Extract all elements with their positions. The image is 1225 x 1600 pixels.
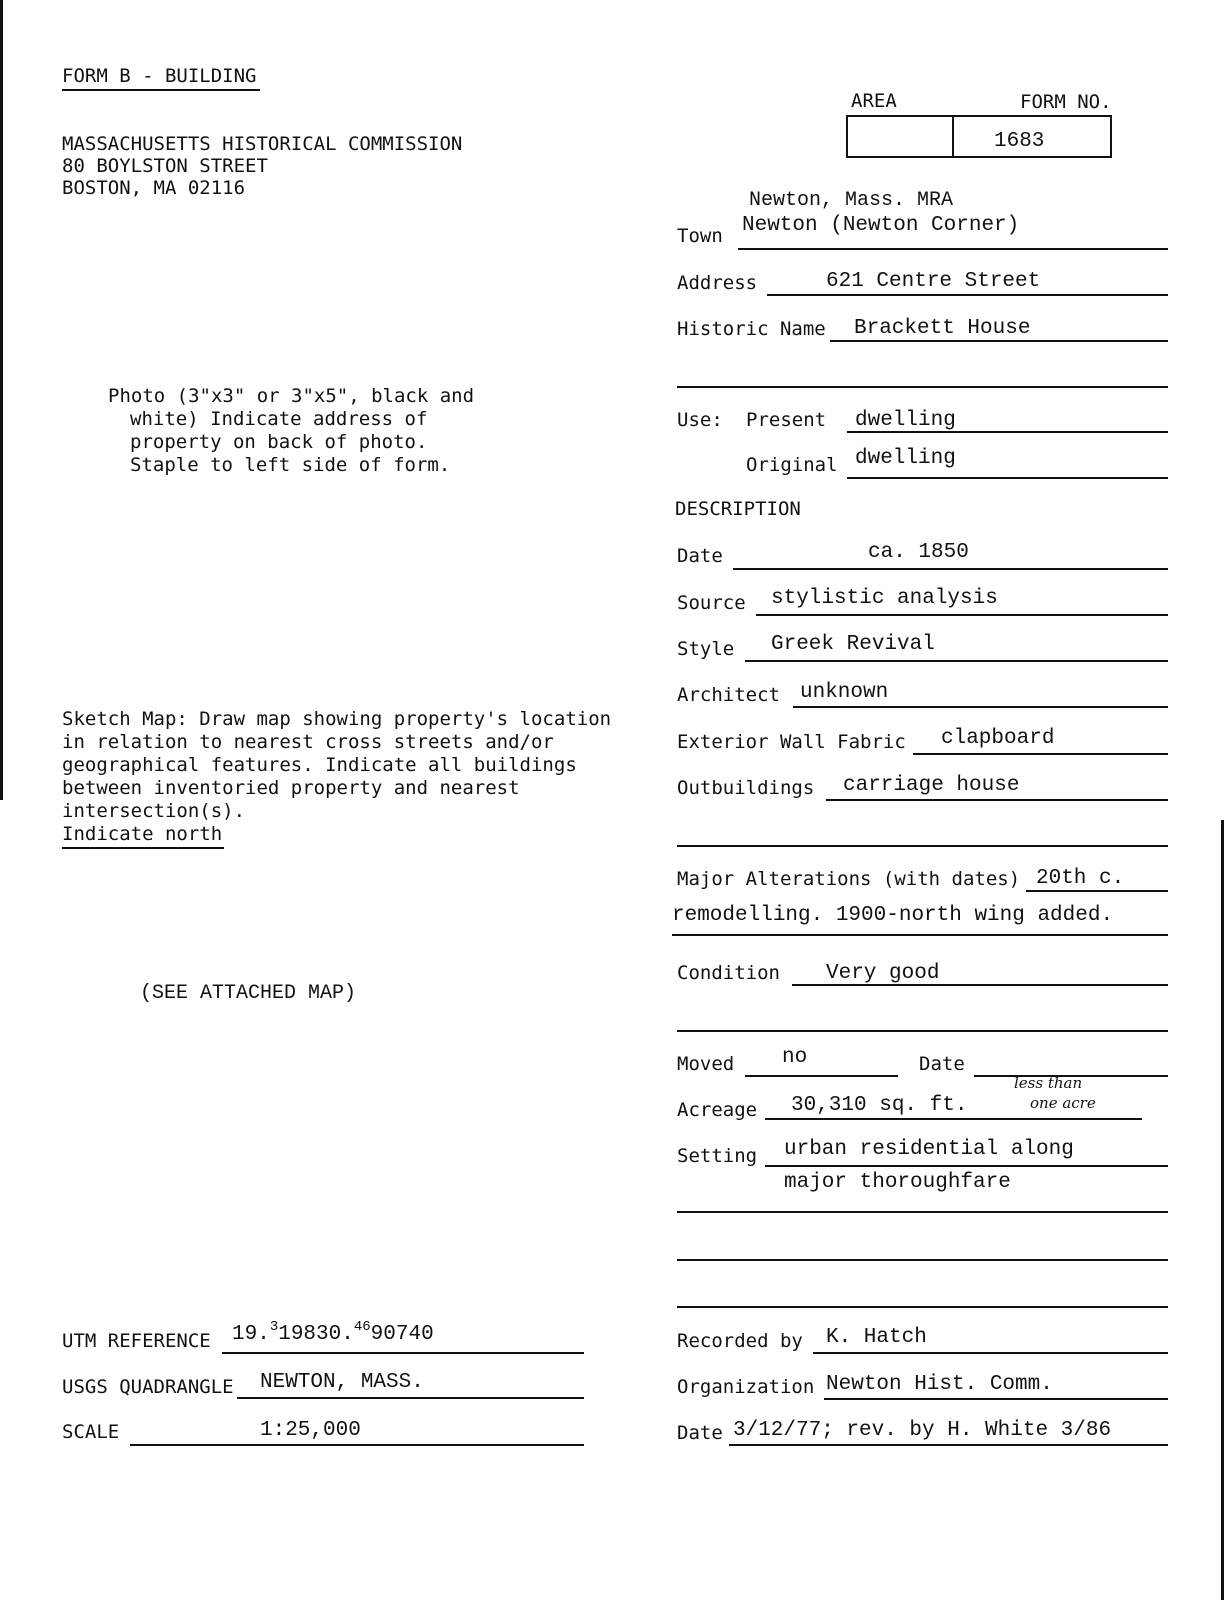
historic-name-underline xyxy=(830,340,1168,342)
moved-value[interactable]: no xyxy=(782,1046,808,1069)
record-date-label: Date xyxy=(677,1422,723,1444)
form-title-underline xyxy=(62,89,260,91)
date-underline xyxy=(733,568,1168,570)
outbuildings-value[interactable]: carriage house xyxy=(843,774,1020,797)
utm-underline xyxy=(222,1352,584,1354)
scale-label: SCALE xyxy=(62,1421,120,1443)
organization-label: Organization xyxy=(677,1376,815,1398)
sketch-instruction-line2: in relation to nearest cross streets and/or xyxy=(62,731,554,753)
acreage-value[interactable]: 30,310 sq. ft. xyxy=(791,1094,968,1117)
recorded-by-underline xyxy=(813,1352,1168,1354)
alterations-underline2 xyxy=(672,934,1168,936)
source-value[interactable]: stylistic analysis xyxy=(771,587,998,610)
address-value[interactable]: 621 Centre Street xyxy=(826,270,1041,293)
agency-street: 80 BOYLSTON STREET xyxy=(62,155,268,177)
wall-fabric-underline xyxy=(913,753,1168,755)
form-no-label: FORM NO. xyxy=(1020,91,1112,113)
historic-name-label: Historic Name xyxy=(677,318,826,340)
wall-fabric-label: Exterior Wall Fabric xyxy=(677,731,906,753)
town-underline xyxy=(738,248,1168,250)
record-date-value[interactable]: 3/12/77; rev. by H. White 3/86 xyxy=(733,1419,1112,1442)
acreage-note-line1: less than xyxy=(1014,1074,1083,1092)
source-label: Source xyxy=(677,592,746,614)
scan-edge-right xyxy=(1221,820,1224,1600)
description-heading: DESCRIPTION xyxy=(675,498,801,520)
organization-underline xyxy=(824,1398,1168,1400)
condition-blank-line xyxy=(677,1030,1168,1032)
setting-blank-line3 xyxy=(677,1306,1168,1308)
photo-instruction-line2: white) Indicate address of xyxy=(130,408,428,430)
setting-underline xyxy=(765,1165,1168,1167)
photo-instruction-line1: Photo (3"x3" or 3"x5", black and xyxy=(108,385,475,407)
utm-value[interactable]: 19.$^3$19830.4690740 xyxy=(232,1319,434,1346)
setting-value-line1[interactable]: urban residential along xyxy=(784,1138,1074,1161)
present-use-label: Present xyxy=(746,409,827,431)
moved-underline xyxy=(745,1075,898,1077)
historic-name-blank-line xyxy=(677,386,1168,388)
original-use-label: Original xyxy=(746,454,838,476)
present-use-value[interactable]: dwelling xyxy=(855,409,956,432)
condition-value[interactable]: Very good xyxy=(826,962,940,985)
sketch-instruction-line6: Indicate north xyxy=(62,823,223,845)
recorded-by-label: Recorded by xyxy=(677,1330,803,1352)
usgs-underline xyxy=(237,1397,584,1399)
record-date-underline xyxy=(729,1444,1168,1446)
recorded-by-value[interactable]: K. Hatch xyxy=(826,1326,927,1349)
setting-blank-line1 xyxy=(677,1211,1168,1213)
outbuildings-blank-line xyxy=(677,845,1168,847)
id-box-divider xyxy=(952,115,954,156)
scan-edge-left xyxy=(0,0,3,800)
style-label: Style xyxy=(677,638,735,660)
moved-label: Moved xyxy=(677,1053,735,1075)
town-label: Town xyxy=(677,225,723,247)
indicate-north-underline xyxy=(62,847,224,849)
historic-name-value[interactable]: Brackett House xyxy=(854,317,1031,340)
date-value[interactable]: ca. 1850 xyxy=(868,541,969,564)
condition-label: Condition xyxy=(677,962,780,984)
id-box xyxy=(846,115,1112,158)
alterations-value-line2[interactable]: remodelling. 1900-north wing added. xyxy=(672,904,1114,927)
present-use-underline xyxy=(847,431,1168,433)
condition-underline xyxy=(792,984,1168,986)
sketch-instruction-line4: between inventoried property and nearest xyxy=(62,777,520,799)
source-underline xyxy=(756,614,1168,616)
architect-value[interactable]: unknown xyxy=(800,681,889,704)
setting-blank-line2 xyxy=(677,1259,1168,1261)
photo-instruction-line3: property on back of photo. xyxy=(130,431,428,453)
sketch-instruction-line5: intersection(s). xyxy=(62,800,246,822)
architect-label: Architect xyxy=(677,684,780,706)
setting-value-line2[interactable]: major thoroughfare xyxy=(784,1171,1011,1194)
acreage-note-line2: one acre xyxy=(1030,1094,1096,1112)
scale-underline xyxy=(130,1444,584,1446)
wall-fabric-value[interactable]: clapboard xyxy=(941,727,1055,750)
outbuildings-label: Outbuildings xyxy=(677,777,815,799)
photo-instruction-line4: Staple to left side of form. xyxy=(130,454,451,476)
use-label: Use: xyxy=(677,409,723,431)
style-value[interactable]: Greek Revival xyxy=(771,633,935,656)
acreage-underline xyxy=(765,1118,1142,1120)
see-attached-map: (SEE ATTACHED MAP) xyxy=(140,982,357,1005)
area-label: AREA xyxy=(851,90,897,112)
organization-value[interactable]: Newton Hist. Comm. xyxy=(826,1373,1053,1396)
architect-underline xyxy=(793,706,1168,708)
moved-date-label: Date xyxy=(919,1053,965,1075)
original-use-underline xyxy=(847,477,1168,479)
usgs-value[interactable]: NEWTON, MASS. xyxy=(260,1371,424,1394)
town-value[interactable]: Newton (Newton Corner) xyxy=(742,214,1020,237)
alterations-value-line1[interactable]: 20th c. xyxy=(1036,867,1125,890)
town-note: Newton, Mass. MRA xyxy=(749,189,954,212)
form-title: FORM B - BUILDING xyxy=(62,65,257,87)
sketch-instruction-line1: Sketch Map: Draw map showing property's location xyxy=(62,708,612,730)
address-underline xyxy=(767,294,1168,296)
style-underline xyxy=(745,660,1168,662)
address-label: Address xyxy=(677,272,758,294)
setting-label: Setting xyxy=(677,1145,758,1167)
form-no-value[interactable]: 1683 xyxy=(994,130,1045,153)
scale-value[interactable]: 1:25,000 xyxy=(260,1419,361,1442)
acreage-label: Acreage xyxy=(677,1099,758,1121)
agency-city: BOSTON, MA 02116 xyxy=(62,177,246,199)
date-label: Date xyxy=(677,545,723,567)
utm-label: UTM REFERENCE xyxy=(62,1330,211,1352)
agency-name: MASSACHUSETTS HISTORICAL COMMISSION xyxy=(62,133,463,155)
original-use-value[interactable]: dwelling xyxy=(855,447,956,470)
outbuildings-underline xyxy=(826,799,1168,801)
alterations-label: Major Alterations (with dates) xyxy=(677,868,1021,890)
alterations-underline1 xyxy=(1026,890,1168,892)
usgs-label: USGS QUADRANGLE xyxy=(62,1376,234,1398)
sketch-instruction-line3: geographical features. Indicate all buildings xyxy=(62,754,577,776)
